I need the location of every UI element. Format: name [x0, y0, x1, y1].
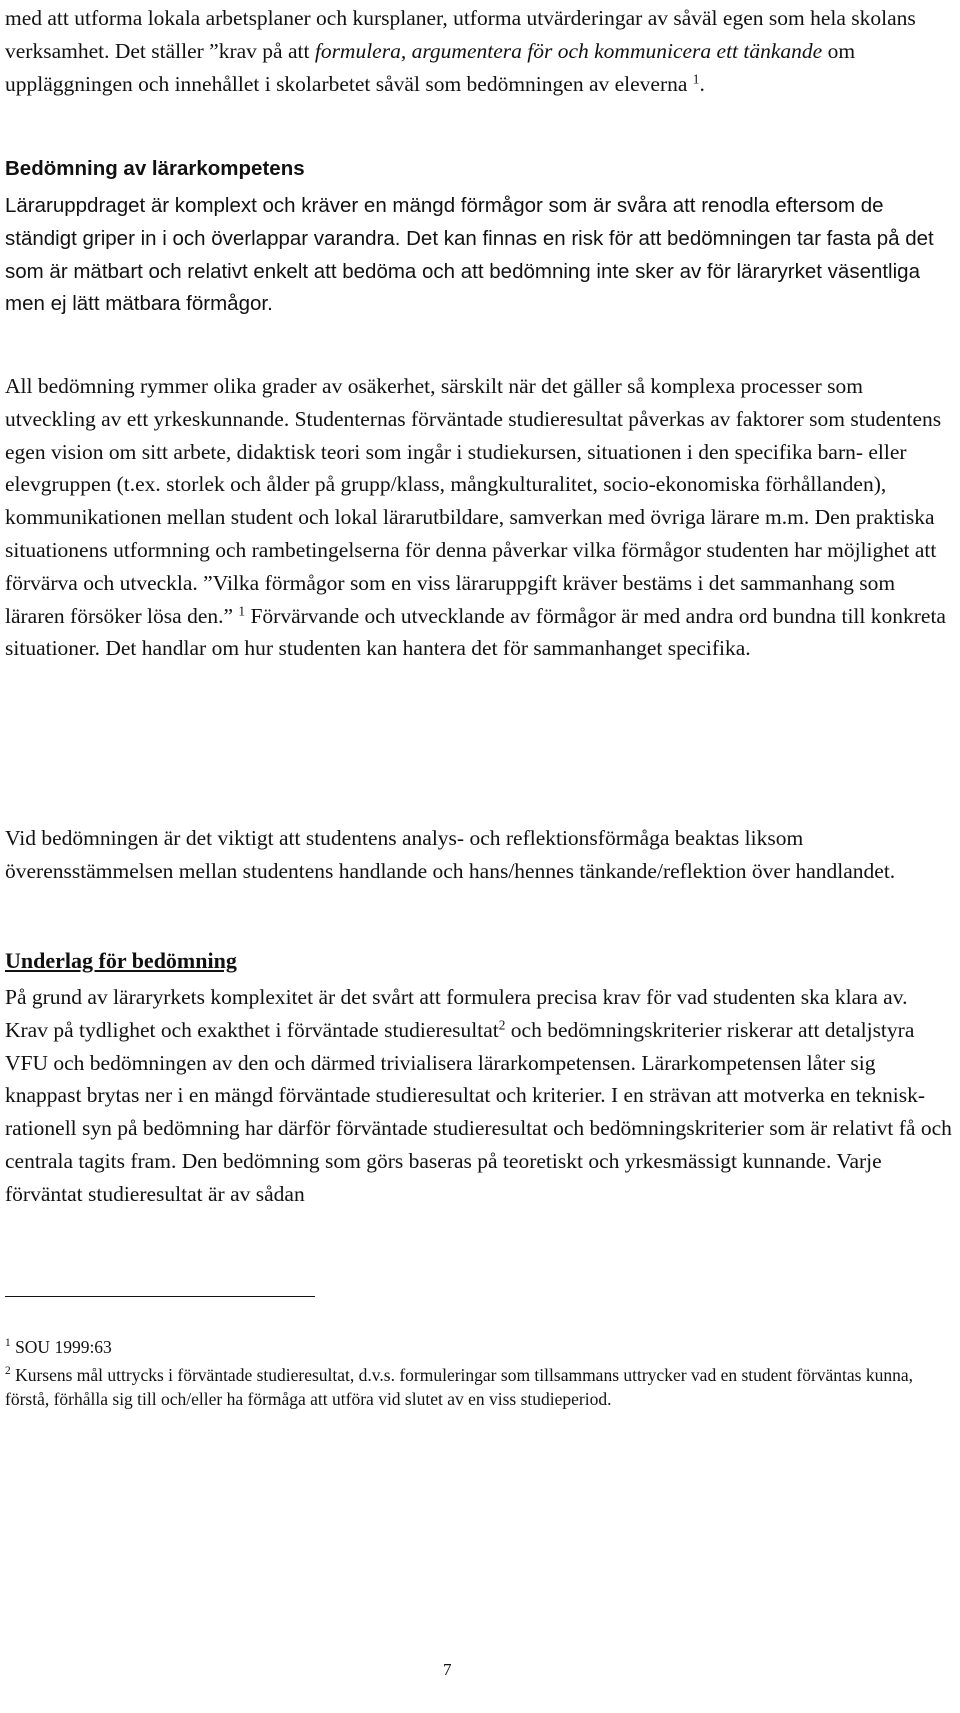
section-heading-assessment-basis: Underlag för bedömning	[5, 948, 237, 973]
uncertainty-text-1: All bedömning rymmer olika grader av osäkerhet, särskilt när det gäller så komplexa processer som utveckling av ett yrkeskunnande. Studenternas förväntade studieresultat påverkas av faktorer som studentens egen vision om sitt arbete, didaktisk teori som ingår i studiekursen, situationen i den specifika barn- eller elevgruppen (t.ex. storlek och ålder på grupp/klass, mångkulturalitet, socio-ekonomiska förhållanden), kommunikationen mellan student och lokal lärarutbildare, samverkan med övriga lärare m.m. Den praktiska situationens utformning och rambetingelserna för denna påverkar vilka förmågor studenten har möjlighet att förvärva och utveckla. ”Vilka förmågor som en viss läraruppgift kräver bestäms i det sammanhang som läraren försöker lösa den.”	[5, 374, 942, 628]
analysis-paragraph: Vid bedömningen är det viktigt att studentens analys- och reflektionsförmåga beaktas liksom överensstämmelsen mellan studentens handlande och hans/hennes tänkande/reflektion över handlandet.	[5, 826, 896, 883]
footnote-reference: 1	[692, 71, 700, 87]
footnote-separator	[5, 1296, 315, 1297]
uncertainty-text-2: Förvärvande och utvecklande av förmågor är med andra ord bundna till konkreta situationer. Det handlar om hur studenten kan hantera det för sammanhanget specifika.	[5, 603, 946, 661]
assessment-paragraph	[5, 981, 955, 1211]
footnote-text: SOU 1999:63	[10, 1337, 112, 1357]
footnote-1	[5, 1335, 955, 1359]
footnote-mark: 1	[5, 1337, 11, 1350]
section-heading-teacher-competence: Bedömning av lärarkompetens	[5, 157, 305, 180]
footnote-2	[5, 1363, 955, 1411]
competence-paragraph: Läraruppdraget är komplext och kräver en mängd förmågor som är svåra att renodla eftersom de ständigt griper in i och överlappar varandra. Det kan finnas en risk för att bedömningen tar fasta på det som är mätbart och relativt enkelt att bedöma och att bedömning inte sker av för läraryrket väsentliga men ej lätt mätbara förmågor.	[5, 194, 934, 316]
uncertainty-paragraph	[5, 370, 955, 665]
footnote-mark: 2	[5, 1365, 11, 1378]
intro-paragraph	[5, 2, 955, 100]
assessment-text-2: och bedömningskriterier riskerar att detaljstyra VFU och bedömningen av den och därmed trivialisera lärarkompetensen. Lärarkompetensen låter sig knappast brytas ner i en mängd förväntade studieresultat och kriterier. I en strävan att motverka en teknisk-rationell syn på bedömning har därför förväntade studieresultat och bedömningskriterier som är relativt få och centrala tagits fram. Den bedömning som görs baseras på teoretiskt och yrkesmässigt kunnande. Varje förväntat studieresultat är av sådan	[5, 1017, 952, 1206]
intro-text-1: med att utforma lokala arbetsplaner och kursplaner, utforma utvärderingar av såväl egen som hela skolans verksamhet. Det ställer ”krav på att	[5, 6, 916, 63]
intro-emphasis: formulera, argumentera för och kommunicera ett tänkande	[314, 38, 823, 63]
footnote-text: Kursens mål uttrycks i förväntade studieresultat, d.v.s. formuleringar som tillsammans uttrycker vad en student förväntas kunna, förstå, förhålla sig till och/eller ha förmåga att utföra vid slutet av en viss studieperiod.	[5, 1365, 914, 1409]
assessment-text-1: På grund av läraryrkets komplexitet är det svårt att formulera precisa krav för vad studenten ska klara av. Krav på tydlighet och exakthet i förväntade studieresultat	[5, 985, 908, 1042]
footnote-reference: 1	[238, 603, 246, 619]
intro-text-2: om uppläggningen och innehållet i skolarbetet såväl som bedömningen av eleverna	[5, 38, 856, 96]
page-number: 7	[443, 1660, 452, 1679]
intro-text-3: .	[699, 71, 705, 96]
footnote-reference: 2	[498, 1017, 506, 1033]
